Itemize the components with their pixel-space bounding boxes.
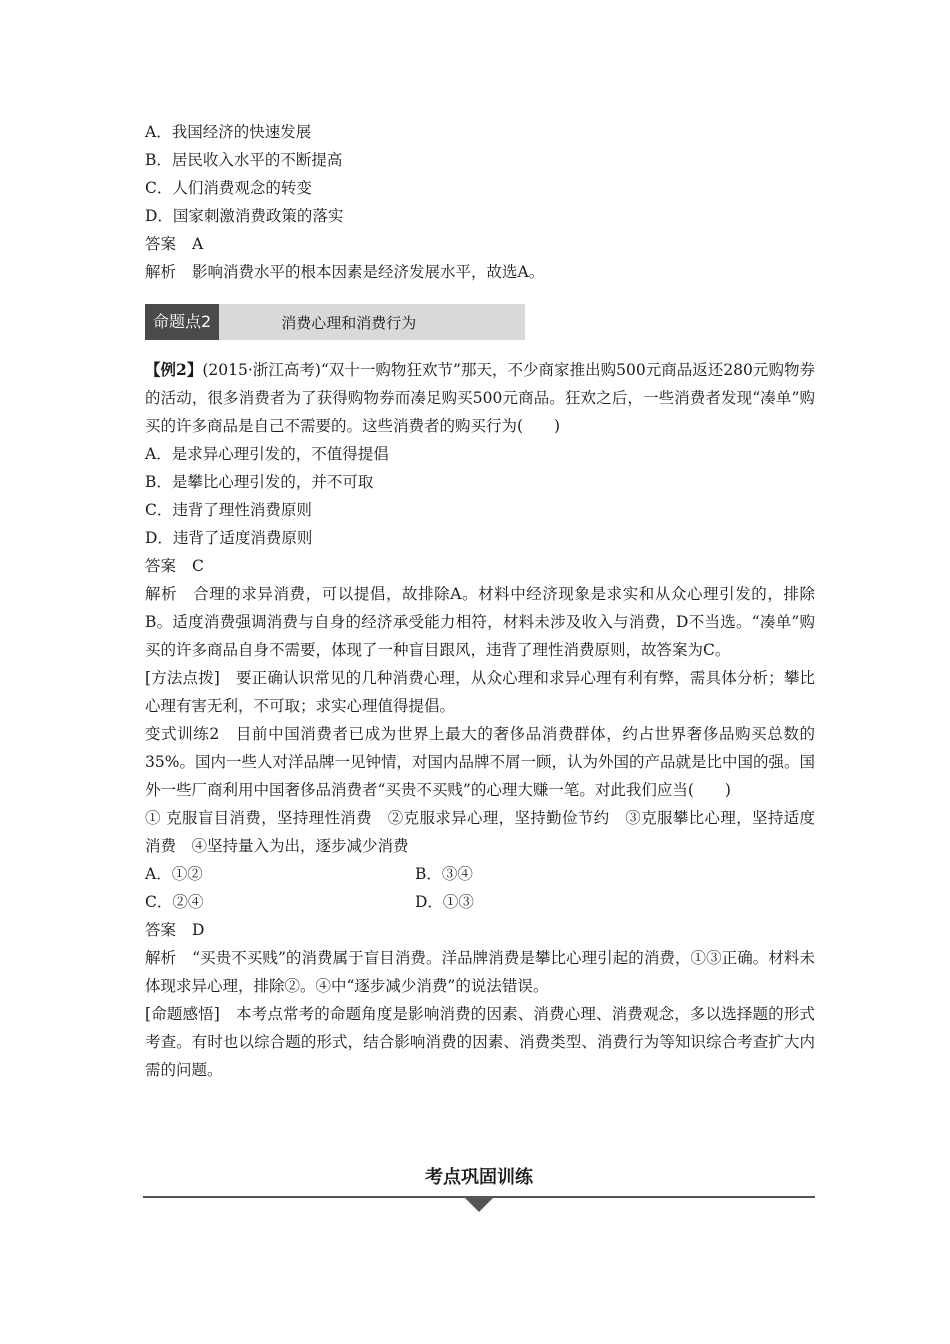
analysis-paragraph (145, 944, 815, 1000)
method-paragraph (145, 664, 815, 720)
triangle-marker-icon (465, 1198, 493, 1212)
variant-stem (145, 720, 815, 804)
option-a: A．①② (145, 865, 203, 883)
option-a: A．是求异心理引发的，不值得提倡 (145, 445, 389, 463)
option-b: B．居民收入水平的不断提高 (145, 151, 343, 169)
banner-topic: 消费心理和消费行为 (281, 313, 417, 332)
options-row (145, 860, 815, 888)
option-b: B．③④ (415, 865, 473, 883)
analysis-text: 影响消费水平的根本因素是经济发展水平，故选A。 (192, 263, 545, 281)
method-label: [方法点拨] (145, 669, 220, 687)
answer-line (145, 552, 815, 580)
analysis-text: “买贵不买贱”的消费属于盲目消费。洋品牌消费是攀比心理引起的消费，①③正确。材料未体现求异心理，排除②。④中“逐步减少消费”的说法错误。 (145, 949, 815, 995)
banner-tag: 命题点2 (145, 304, 219, 340)
option-c: C．违背了理性消费原则 (145, 501, 312, 519)
analysis-paragraph (145, 580, 815, 664)
option-d: D．①③ (415, 893, 474, 911)
analysis-text: 合理的求异消费，可以提倡，故排除A。材料中经济现象是求实和从众心理引发的，排除B。适度消费强调消费与自身的经济承受能力相符，材料未涉及收入与消费，D不当选。“凑单”购买的许多商品自身不需要，体现了一种盲目跟风，违背了理性消费原则，故答案为C。 (145, 585, 815, 659)
analysis-line (145, 258, 815, 286)
option-d: D．违背了适度消费原则 (145, 529, 313, 547)
insight-text: 本考点常考的命题角度是影响消费的因素、消费心理、消费观念，多以选择题的形式考查。有时也以综合题的形式，结合影响消费的因素、消费类型、消费行为等知识综合考查扩大内需的问题。 (145, 1005, 815, 1079)
answer-label: 答案 (145, 235, 177, 253)
answer-value: C (192, 557, 204, 575)
analysis-label: 解析 (145, 585, 178, 603)
method-text: 要正确认识常见的几种消费心理，从众心理和求异心理有利有弊，需具体分析；攀比心理有害无利，不可取；求实心理值得提倡。 (145, 669, 815, 715)
answer-line (145, 230, 815, 258)
option-c: C．②④ (145, 893, 204, 911)
example-tag: 【例2】 (145, 360, 203, 379)
answer-label: 答案 (145, 921, 177, 939)
insight-paragraph (145, 1000, 815, 1084)
insight-label: [命题感悟] (145, 1005, 220, 1023)
variant-stem-text: 目前中国消费者已成为世界上最大的奢侈品消费群体，约占世界奢侈品购买总数的35%。国内一些人对洋品牌一见钟情，对国内品牌不屑一顾，认为外国的产品就是比中国的强。国外一些厂商利用中国奢侈品消费者“买贵不买贱”的心理大赚一笔。对此我们应当( ) (145, 725, 815, 799)
variant-label: 变式训练2 (145, 725, 220, 743)
example-stem-text: (2015·浙江高考)“双十一购物狂欢节”那天，不少商家推出购500元商品返还280元购物券的活动，很多消费者为了获得购物券而凑足购买500元商品。狂欢之后，一些消费者发现“凑单”购买的许多商品是自己不需要的。这些消费者的购买行为( ) (145, 361, 815, 435)
option-b: B．是攀比心理引发的，并不可取 (145, 473, 374, 491)
section-title: 考点巩固训练 (425, 1167, 533, 1188)
answer-value: D (192, 921, 205, 939)
option-c: C．人们消费观念的转变 (145, 179, 312, 197)
option-d: D．国家刺激消费政策的落实 (145, 207, 344, 225)
topic-banner (145, 304, 525, 340)
analysis-label: 解析 (145, 263, 177, 281)
options-row (145, 888, 815, 916)
answer-value: A (192, 235, 204, 253)
option-a: A．我国经济的快速发展 (145, 123, 312, 141)
example-stem (145, 356, 815, 440)
analysis-label: 解析 (145, 949, 177, 967)
document-body (145, 118, 815, 1084)
answer-label: 答案 (145, 557, 177, 575)
answer-line (145, 916, 815, 944)
variant-items: ① 克服盲目消费，坚持理性消费 ②克服求异心理，坚持勤俭节约 ③克服攀比心理，坚持适度消费 ④坚持量入为出，逐步减少消费 (145, 809, 815, 855)
section-header (143, 1162, 815, 1222)
